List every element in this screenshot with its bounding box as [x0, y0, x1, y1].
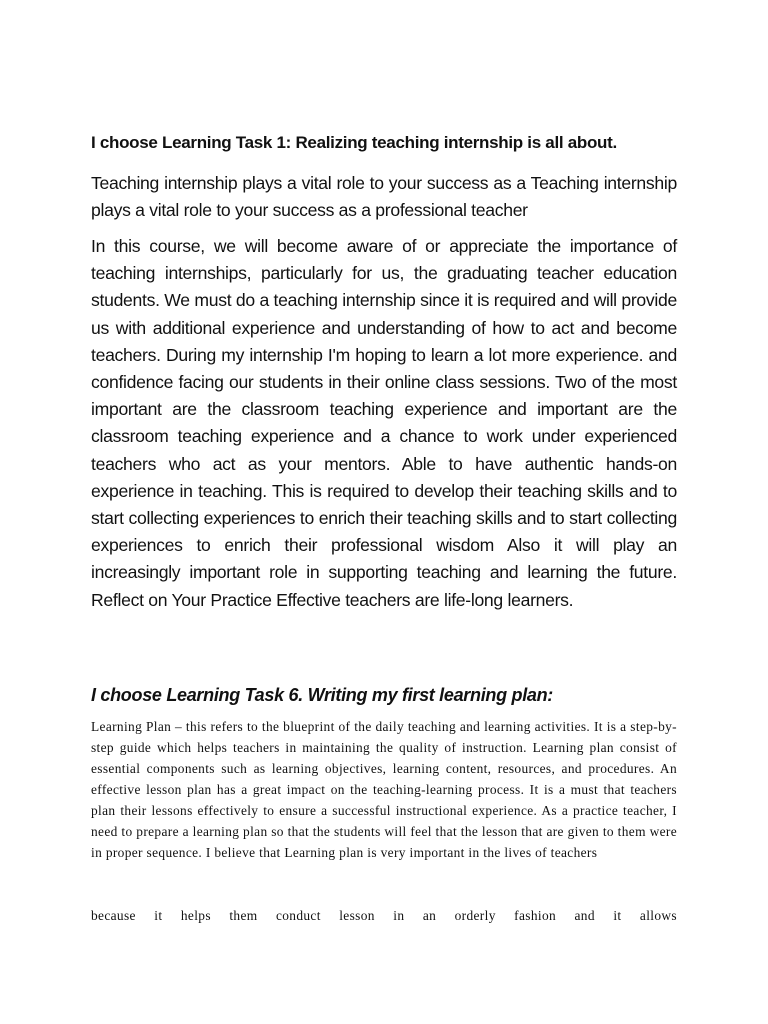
- learning-task-6-body-last-line: because it helps them conduct lesson in an orderly fashion and it allows: [91, 908, 677, 923]
- learning-task-1-body-paragraph: In this course, we will become aware of or appreciate the importance of teaching internships, particularly for us, the graduating teacher education students. We must do a teaching internship since it is required and will provide us with additional experience and understanding of how to act and become teachers. During my internship I'm hoping to learn a lot more experience. and confidence facing our students in their online class sessions. Two of the most important are the classroom teaching experience and important are the classroom teaching experience and a chance to work under experienced teachers who act as your mentors. Able to have authentic hands-on experience in teaching. This is required to develop their teaching skills and to start collecting experiences to enrich their teaching skills and to start collecting experiences to enrich their professional wisdom Also it will play an increasingly important role in supporting teaching and learning the future. Reflect on Your Practice Effective teachers are life-long learners.: [91, 236, 677, 610]
- learning-task-6-body-paragraph: Learning Plan – this refers to the blueprint of the daily teaching and learning activities. It is a step-by-step guide which helps teachers in maintaining the quality of instruction. Learning plan consist of essential components such as learning objectives, learning content, resources, and procedures. An effective lesson plan has a great impact on the teaching-learning process. It is a must that teachers plan their lessons effectively to ensure a successful instructional experience. As a practice teacher, I need to prepare a learning plan so that the students will feel that the lesson that are given to them were in proper sequence. I believe that Learning plan is very important in the lives of teachers: [91, 719, 677, 860]
- learning-task-1-heading: I choose Learning Task 1: Realizing teaching internship is all about.: [91, 133, 617, 152]
- learning-task-1-intro-paragraph: Teaching internship plays a vital role to your success as a Teaching internship plays a vital role to your success as a professional teacher: [91, 173, 677, 221]
- learning-task-6-heading: I choose Learning Task 6. Writing my first learning plan:: [91, 685, 553, 705]
